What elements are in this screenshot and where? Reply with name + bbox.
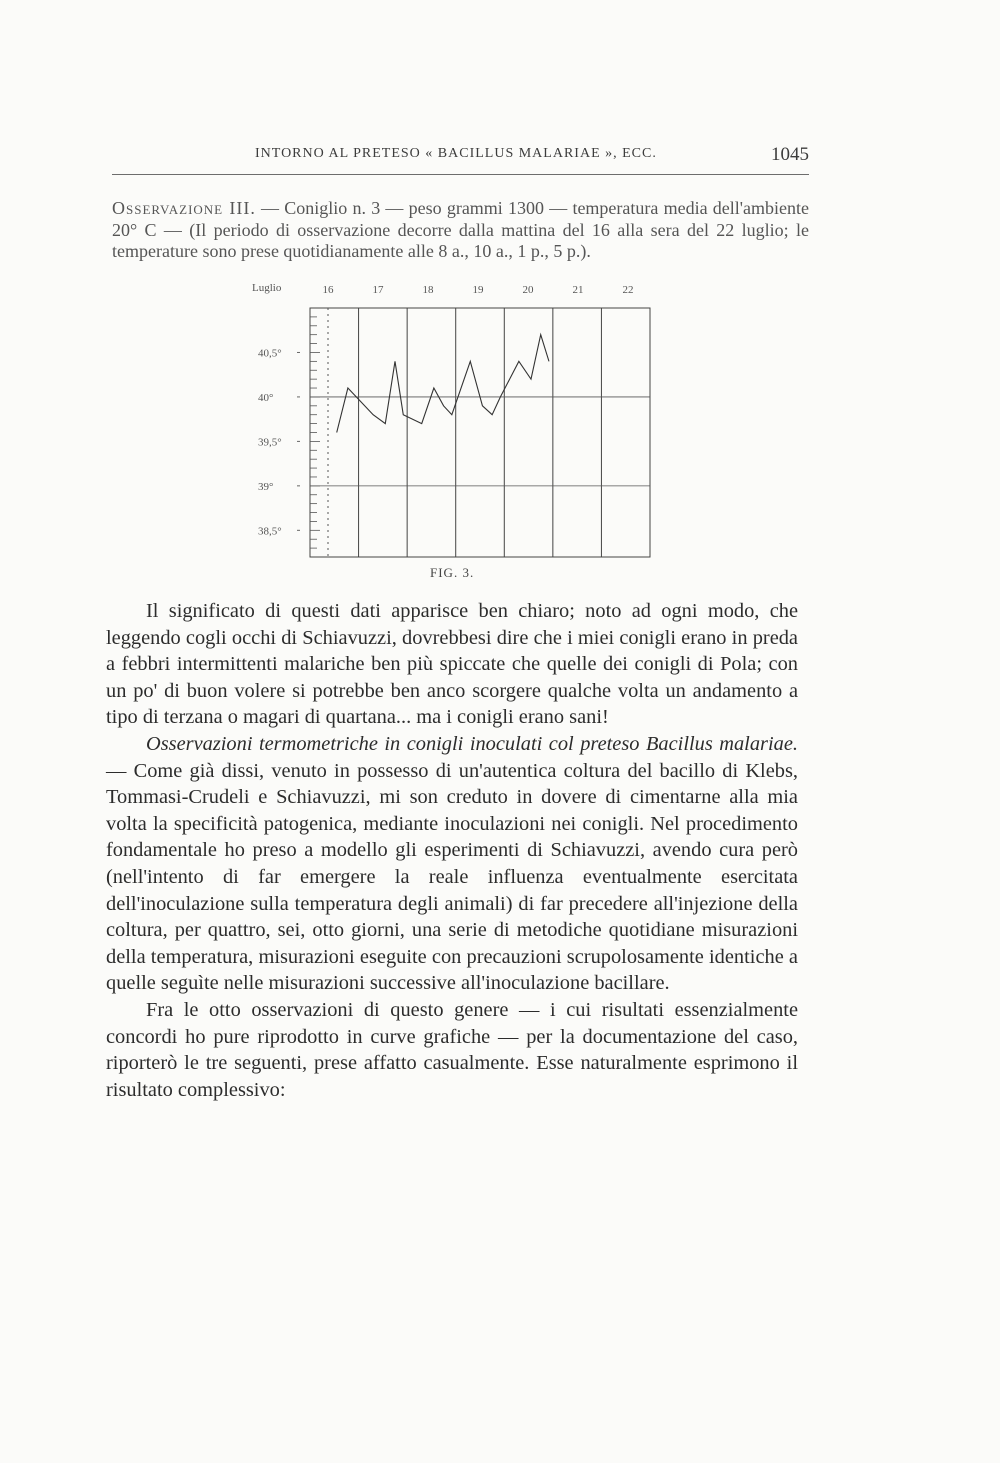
x-tick-label: 19 — [472, 284, 484, 296]
running-header — [112, 146, 809, 175]
observation-title: Osservazione III. — [112, 198, 256, 218]
y-tick-label: 38,5° — [258, 525, 282, 538]
y-tick-label: 40° — [258, 391, 274, 404]
y-tick-label: 40,5° — [258, 347, 282, 360]
temperature-series-line — [337, 335, 549, 433]
temperature-chart — [250, 275, 670, 565]
observation-text: — Coniglio n. 3 — peso grammi 1300 — temperatura media dell'ambiente 20° C — (Il periodo di osservazione decorre dalla mattina del 16 alla sera del 22 luglio; le temperature sono prese quotidianamente alle 8 a., 10 a., 1 p., 5 p.). — [112, 198, 810, 261]
x-tick-label: 22 — [622, 284, 634, 296]
x-tick-label: 20 — [522, 284, 534, 296]
y-tick-label: 39° — [258, 480, 274, 493]
x-tick-label: 16 — [322, 284, 334, 296]
y-tick-label: 39,5° — [258, 436, 282, 449]
x-axis-label: Luglio — [252, 282, 282, 294]
figure-caption: FIG. 3. — [430, 565, 475, 580]
body-text — [106, 598, 798, 1103]
page-number: 1045 — [771, 144, 809, 165]
paragraph-2-italic-heading: Osservazioni termometriche in conigli inoculati col preteso Bacillus malariae. — [146, 732, 798, 755]
x-tick-label: 17 — [372, 284, 384, 296]
plot-frame — [310, 308, 650, 557]
paragraph-2 — [106, 731, 798, 997]
paragraph-2-text: — Come già dissi, venuto in possesso di un'autentica coltura del bacillo di Klebs, Tommasi-Crudeli e Schiavuzzi, mi son creduto in dovere di cimentarne alla mia volta la specificità patogenica, mediante inoculazioni nei conigli. Nel procedimento fondamentale ho preso a modello gli esperimenti di Schiavuzzi, avendo cura però (nell'intento di far emergere la reale influenza eventualmente esercitata dell'inoculazione sulla temperatura degli animali) di far precedere all'injezione della coltura, per quattro, sei, otto giorni, una serie di metodiche quotidiane misurazioni della temperatura, misurazioni eseguite con precauzioni scrupolosamente identiche a quelle seguìte nelle misurazioni successive all'inoculazione bacillare. — [106, 759, 798, 995]
observation-paragraph — [112, 198, 809, 263]
running-title: INTORNO AL PRETESO « BACILLUS MALARIAE », ECC. — [255, 146, 657, 161]
paragraph-3: Fra le otto osservazioni di questo genere — i cui risultati essenzialmente concordi ho pure riprodotto in curve grafiche — per la documentazione del caso, riporterò le tre seguenti, prese affatto casualmente. Esse naturalmente esprimono il risultato complessivo: — [106, 998, 798, 1101]
paragraph-1: Il significato di questi dati apparisce ben chiaro; noto ad ogni modo, che leggendo cogli occhi di Schiavuzzi, dovrebbesi dire che i miei conigli erano in preda a febbri intermittenti malariche ben più spiccate che quelle dei conigli di Pola; con un po' di buon volere si potrebbe ben anco scorgere qualche volta un andamento a tipo di terzana o magari di quartana... ma i conigli erano sani! — [106, 600, 798, 729]
x-tick-label: 18 — [422, 284, 434, 296]
x-tick-label: 21 — [572, 284, 584, 296]
